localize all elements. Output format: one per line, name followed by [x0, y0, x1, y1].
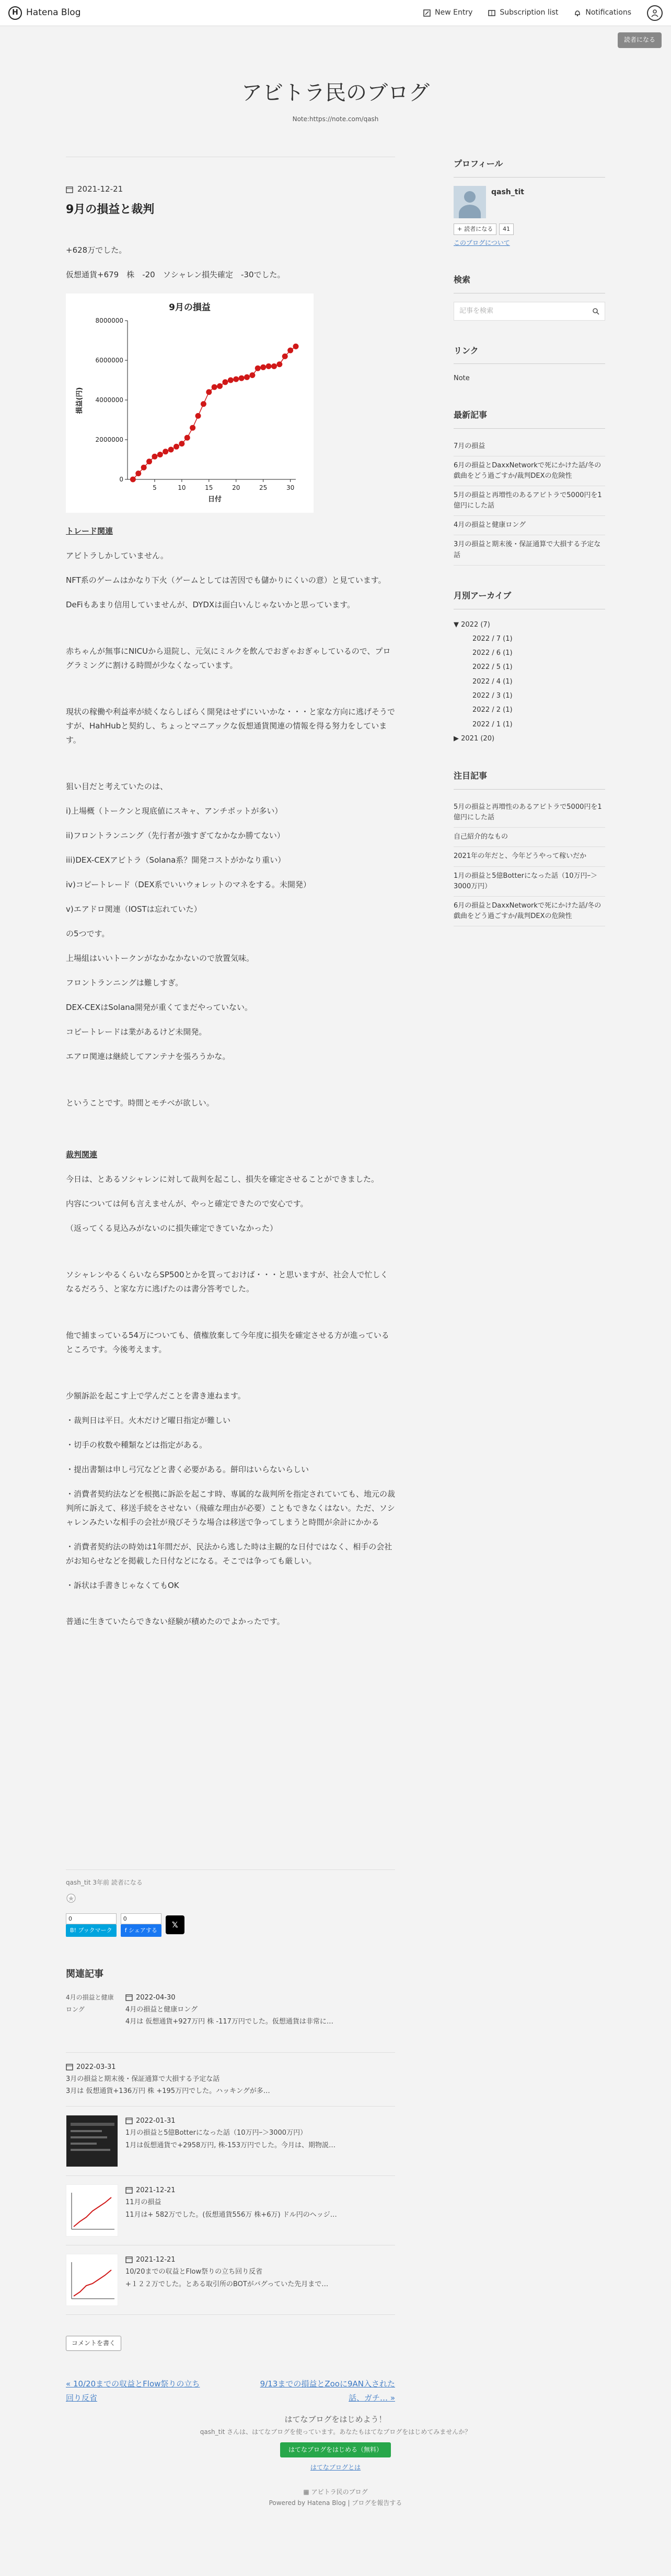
archive-year-2022[interactable]: ▼ 2022 (7)	[454, 620, 490, 629]
notifications-label: Notifications	[585, 8, 631, 17]
data-point	[141, 464, 147, 470]
related-snippet: 11月は+ 582万でした。(仮想通貨556万 株+6万) ドル円のヘッジ…	[125, 2210, 337, 2219]
calendar-icon	[66, 186, 73, 193]
related-item[interactable]	[66, 2053, 395, 2107]
paragraph: 仮想通貨+679 株 -20 ソシャレン損失確定 -30でした。	[66, 269, 285, 279]
write-comment-button[interactable]: コメントを書く	[66, 2336, 121, 2351]
recent-title: 最新記事	[454, 408, 605, 429]
chart-xlabel: 日付	[207, 495, 222, 503]
pnl-chart	[66, 293, 314, 513]
related-date	[66, 2061, 395, 2073]
search-module	[454, 273, 605, 321]
data-point	[276, 361, 282, 367]
footer-brand[interactable]	[0, 2487, 671, 2498]
section-heading-court: 裁判関連	[66, 1149, 98, 1159]
related-date-text: 2022-03-31	[76, 2063, 116, 2071]
data-point	[260, 364, 266, 370]
data-point	[217, 383, 223, 389]
related-snippet: 1月は仮想通貨で+2958万円, 株-153万円でした。今月は、期物説…	[125, 2141, 336, 2149]
data-point	[163, 449, 168, 454]
link-note[interactable]: Note	[454, 374, 470, 383]
subscription-label: Subscription list	[500, 8, 559, 17]
footer-time[interactable]: 3年前	[92, 1879, 110, 1886]
paragraph: フロントランニングは難しすぎ。	[66, 978, 183, 987]
paragraph: 内容については何も言えませんが、やっと確定できたので安心です。	[66, 1198, 308, 1208]
entry-date[interactable]	[66, 182, 395, 196]
user-icon	[651, 9, 659, 17]
footer-subscribe[interactable]: 読者になる	[111, 1879, 143, 1886]
blog-brand-icon: ▦	[303, 2488, 311, 2496]
related-thumbnail[interactable]	[66, 2254, 118, 2306]
data-point	[157, 452, 163, 457]
section-heading-trade: トレード関連	[66, 526, 113, 536]
blog-title[interactable]: アビトラ民のブログ	[241, 81, 430, 105]
y-tick-label: 0	[119, 475, 123, 483]
sidebar	[454, 157, 605, 949]
start-blog-button[interactable]: はてなブログをはじめる（無料）	[280, 2442, 391, 2458]
search-placeholder: 記事を検索	[459, 307, 494, 315]
paragraph: コピートレードは業があるけど未開発。	[66, 1027, 207, 1037]
archive-month[interactable]: 2022 / 1 (1)	[472, 720, 513, 728]
paragraph: iv)コピートレード（DEX系でいいウォレットのマネをする。未開発）	[66, 879, 311, 889]
book-icon	[488, 9, 495, 17]
related-date-text: 2022-01-31	[136, 2116, 176, 2125]
archive-month[interactable]: 2022 / 4 (1)	[472, 677, 513, 686]
recent-item[interactable]: 3月の損益と期末後・保証通算で大損する予定な話	[454, 535, 605, 565]
related-date	[125, 2254, 328, 2266]
popular-title: 注目記事	[454, 769, 605, 790]
links-module	[454, 344, 605, 385]
new-entry-link[interactable]	[423, 6, 472, 19]
cta-title: はてなブログをはじめよう！	[284, 2415, 387, 2424]
data-point	[135, 470, 141, 476]
data-point	[195, 413, 201, 418]
data-point	[293, 343, 299, 349]
related-title: 関連記事	[66, 1969, 103, 1980]
archive-month[interactable]: 2022 / 7 (1)	[472, 634, 513, 643]
entry-footer	[66, 1869, 395, 1889]
related-item-title[interactable]: 1月の損益と5億Botterになった話（10万円ｰ＞3000万円）	[125, 2129, 307, 2137]
archive-year-2021[interactable]: ▶ 2021 (20)	[454, 734, 495, 743]
data-point	[239, 375, 245, 381]
blog-description: Note:https://note.com/qash	[292, 115, 379, 123]
archive-month[interactable]: 2022 / 5 (1)	[472, 663, 513, 672]
subscription-link[interactable]	[488, 6, 558, 19]
paragraph: DeFiもあまり信用していませんが、DYDXは面白いんじゃないかと思っています。	[66, 599, 355, 609]
data-point	[184, 434, 190, 440]
plus-icon: +	[457, 225, 462, 232]
hatena-logo-icon: H	[8, 6, 22, 20]
star-add-button[interactable]	[66, 1893, 395, 1908]
share-buttons	[66, 1913, 395, 1937]
paragraph: ということです。時間とモチベが欲しい。	[66, 1098, 214, 1108]
y-tick-label: 6000000	[95, 356, 123, 364]
related-date	[125, 2115, 336, 2127]
related-date	[125, 1992, 333, 2004]
data-point	[222, 379, 228, 385]
data-point	[190, 425, 195, 430]
paragraph: 少額訴訟を起こす上で学んだことを書き連ねます。	[66, 1391, 246, 1401]
chart-ylabel: 損益(円)	[76, 387, 84, 414]
related-thumbnail[interactable]	[66, 2115, 118, 2167]
calendar-icon	[125, 2186, 133, 2194]
profile-title: プロフィール	[454, 157, 605, 178]
recent-module	[454, 408, 605, 566]
calendar-icon	[66, 2063, 73, 2071]
cta-text: qash_tit さんは、はてなブログを使っています。あなたもはてなブログをはじめてみませんか？	[200, 2428, 471, 2436]
edit-icon	[423, 9, 431, 17]
links-title: リンク	[454, 344, 605, 364]
entry-body	[66, 243, 395, 1629]
data-point	[282, 353, 288, 359]
hatena-bookmark-count: 0	[66, 1913, 117, 1925]
related-item[interactable]	[66, 2245, 395, 2315]
paragraph: アビトラしかしていません。	[66, 550, 168, 560]
pnl-chart-svg	[66, 293, 314, 513]
data-point	[179, 441, 184, 446]
data-point	[130, 476, 136, 482]
paragraph: iii)DEX-CEXアビトラ（Solana系？開発コストがかなり重い）	[66, 855, 286, 865]
archive-month[interactable]: 2022 / 3 (1)	[472, 691, 513, 700]
chart-marks	[130, 343, 299, 482]
hatena-bookmark-button[interactable]: B! ブックマーク	[66, 1924, 117, 1937]
calendar-icon	[125, 2256, 133, 2263]
popular-item[interactable]: 2021年の年だと、今年どうやって稼いだか	[454, 847, 605, 866]
data-point	[152, 453, 157, 459]
site-footer	[0, 2413, 671, 2509]
x-share-button[interactable]	[166, 1915, 184, 1934]
paragraph: （返ってくる見込みがないのに損失確定できていなかった）	[66, 1223, 278, 1233]
related-module	[66, 1966, 395, 2405]
paragraph: ・訴状は手書きじゃなくてもOK	[66, 1580, 179, 1590]
popular-item[interactable]: 自己紹介的なもの	[454, 828, 605, 847]
paragraph: 他で捕まっている54万についても、債権放棄して今年度に損失を確定させる方が進っているところです。今後考えます。	[66, 1330, 389, 1354]
calendar-icon	[125, 1994, 133, 2001]
data-point	[244, 374, 250, 380]
paragraph: ソシャレンやるくらいならSP500とかを買っておけば・・・と思いますが、社会人で忙しくなるだろう、と家な方に逃げたのは書分答考でした。	[66, 1269, 388, 1293]
thumbnail-alt: 4月の損益と健康ロング	[66, 1993, 114, 2013]
related-thumbnail[interactable]	[66, 2184, 118, 2237]
thumbnail-screenshot-icon	[66, 2115, 118, 2167]
related-snippet: 4月は 仮想通貨+927万円 株 -117万円でした。仮想通貨は非常に…	[125, 2018, 333, 2026]
y-tick-label: 2000000	[95, 436, 123, 443]
logo-text: Hatena Blog	[26, 7, 81, 18]
pager	[66, 2377, 395, 2405]
global-header	[0, 0, 671, 26]
data-point	[201, 401, 206, 407]
star-icon	[66, 1893, 76, 1903]
reader-button[interactable]	[454, 224, 496, 235]
data-point	[233, 376, 239, 382]
related-item[interactable]	[66, 1983, 395, 2053]
entry-title[interactable]: 9月の損益と裁判	[66, 203, 155, 216]
x-tick-label: 20	[232, 484, 240, 491]
entry-date-text: 2021-12-21	[77, 184, 123, 194]
paragraph: ・裁判日は平日。火木だけど曜日指定が難しい	[66, 1415, 231, 1425]
reader-button-label: 読者になる	[464, 225, 493, 232]
data-point	[271, 363, 277, 369]
archive-month[interactable]: 2022 / 6 (1)	[472, 649, 513, 657]
search-title: 検索	[454, 273, 605, 293]
data-point	[287, 347, 293, 353]
prev-entry-link[interactable]: « 10/20までの収益とFlow祭りの立ち回り反省	[66, 2379, 200, 2403]
x-tick-label: 30	[286, 484, 295, 491]
paragraph: +628万でした。	[66, 245, 127, 255]
related-item-title[interactable]: 10/20までの収益とFlow祭りの立ち回り反省	[125, 2268, 263, 2276]
notifications-link[interactable]	[574, 6, 631, 19]
archive-title: 月別アーカイブ	[454, 589, 605, 609]
recent-item[interactable]: 5月の損益と再増性のあるアビトラで5000円を1億円にした話	[454, 486, 605, 516]
footer-brand-text: アビトラ民のブログ	[311, 2488, 368, 2496]
profile-name[interactable]: qash_tit	[491, 187, 524, 196]
paragraph: DEX-CEXはSolana開発が重くてまだやっていない。	[66, 1002, 252, 1012]
thumbnail-chart-icon	[66, 2185, 118, 2237]
new-entry-label: New Entry	[435, 8, 473, 17]
profile-module	[454, 157, 605, 250]
related-date-text: 2022-04-30	[136, 1993, 176, 2002]
paragraph: 今日は、とあるソシャレンに対して裁判を起こし、損失を確定させることができました。	[66, 1174, 379, 1184]
hatena-blog-logo[interactable]	[8, 5, 81, 21]
paragraph: NFT系のゲームはかなり下火（ゲームとしては苦因でも儲かりにくいの意）と見ています。	[66, 575, 386, 585]
thumbnail-chart-icon	[66, 2254, 118, 2306]
data-point	[168, 446, 174, 452]
paragraph: 狙い目だと考えていたのは、	[66, 781, 168, 791]
subscribe-button-top[interactable]: 読者になる	[618, 32, 662, 48]
powered-by[interactable]: Powered by Hatena Blog | ブログを報告する	[269, 2499, 402, 2507]
footer-author[interactable]: qash_tit	[66, 1879, 91, 1886]
facebook-share-count: 0	[121, 1913, 161, 1925]
recent-item[interactable]: 6月の損益とDaxxNetworkで死にかけた話/冬の戯曲をどう過ごすか/裁判DEXの危険性	[454, 456, 605, 486]
paragraph: ii)フロントランニング（先行者が強すぎてなかなか勝てない）	[66, 830, 285, 840]
related-snippet: 3月は 仮想通貨+136万円 株 +195万円でした。ハッキングが多…	[66, 2087, 270, 2096]
popular-item[interactable]: 1月の損益と5億Botterになった話（10万円ｰ＞3000万円）	[454, 867, 605, 897]
x-tick-label: 10	[178, 484, 186, 491]
popular-module	[454, 769, 605, 926]
calendar-icon	[125, 2117, 133, 2124]
data-point	[146, 458, 152, 464]
recent-item[interactable]: 4月の損益と健康ロング	[454, 516, 605, 535]
paragraph: エアロ関連は継続してアンテナを張ろうかな。	[66, 1051, 230, 1061]
paragraph: 上場組はいいトークンがなかなかないので放置気味。	[66, 953, 254, 963]
x-tick-label: 25	[259, 484, 268, 491]
paragraph: ・切手の枚数や種類などは指定がある。	[66, 1440, 207, 1450]
data-point	[173, 443, 179, 449]
recent-item[interactable]: 7月の損益	[454, 437, 605, 456]
related-item[interactable]	[66, 2107, 395, 2176]
related-snippet: +１２２万でした。とある取引所のBOTがバグっていた先月まで…	[125, 2280, 329, 2288]
profile-avatar[interactable]	[454, 186, 486, 218]
data-point	[266, 363, 272, 369]
related-thumbnail[interactable]	[66, 1992, 118, 2044]
archive-module	[454, 589, 605, 746]
data-point	[249, 372, 255, 378]
data-point	[206, 389, 212, 395]
related-item-title[interactable]: 11月の損益	[125, 2198, 161, 2207]
search-input[interactable]	[454, 302, 605, 321]
paragraph: 赤ちゃんが無事にNICUから退院し、元気にミルクを飲んでおぎゃおぎゃしているので、プログラミングに割ける時間が少なくなっています。	[66, 646, 391, 670]
bell-icon	[574, 9, 581, 17]
x-tick-label: 5	[153, 484, 157, 491]
y-tick-label: 4000000	[95, 396, 123, 404]
next-entry-link[interactable]: 9/13までの損益とZooに9AN入された話、ガチ… »	[260, 2379, 395, 2403]
search-icon[interactable]	[592, 308, 599, 315]
paragraph: ・消費者契約法などを根拠に訴訟を起こす時、専属的な裁判所を指定されていても、地元の裁判所に訴えて、移送手続をさせない（飛確な理由が必要）こともできなくはない。ただ、ソシャレンみたいな相手の会社が飛びそうな場合は移送で争ってしまうと時間が余計にかかる	[66, 1489, 396, 1527]
about-blog-link[interactable]: このブログについて	[454, 239, 510, 246]
related-item[interactable]	[66, 2176, 395, 2245]
paragraph: 普通に生きていたらできない経験が積めたのでよかったです。	[66, 1616, 285, 1626]
about-hatena-link[interactable]: はてなブログとは	[310, 2464, 361, 2472]
paragraph: 現状の稼働や利益率が続くならしばらく開発はせずにいいかな・・・と家な方向に逃げそうですが、HahHubと契約し、ちょっとマニアックな仮想通貨関連の情報を得る努力をしています。	[66, 707, 396, 745]
related-item-title[interactable]: 3月の損益と期末後・保証通算で大損する予定な話	[66, 2075, 220, 2083]
popular-item[interactable]: 6月の損益とDaxxNetworkで死にかけた話/冬の戯曲をどう過ごすか/裁判DEXの危険性	[454, 897, 605, 926]
data-point	[228, 377, 234, 383]
facebook-share-button[interactable]: f シェアする	[121, 1924, 161, 1937]
x-icon: 𝕏	[171, 1920, 178, 1930]
x-tick-label: 15	[205, 484, 213, 491]
paragraph: ・提出書類は申し弓冗などと書く必要がある。餅印はいらないらしい	[66, 1464, 309, 1474]
y-tick-label: 8000000	[95, 316, 123, 324]
popular-item[interactable]: 5月の損益と再増性のあるアビトラで5000円を1億円にした話	[454, 798, 605, 828]
related-date-text: 2021-12-21	[136, 2255, 176, 2264]
chart-title: 9月の損益	[169, 302, 211, 313]
main-column	[66, 157, 395, 1629]
related-date	[125, 2184, 337, 2196]
chart-axes	[96, 317, 296, 491]
paragraph: の5つです。	[66, 928, 110, 938]
entry-after	[66, 1869, 395, 2405]
reader-count: 41	[499, 224, 514, 235]
paragraph: v)エアドロ関連（IOSTは忘れていた）	[66, 904, 202, 914]
paragraph: i)上場概（トークンと現底値にスキャ、アンチポットが多い）	[66, 806, 283, 816]
blog-header	[0, 26, 671, 157]
paragraph: ・消費者契約法の時効は1年間だが、民法から逃した時は主観的な日付ではなく、相手の会社がお知らせなどを掲載した日付などになる。そこでは争っても厳しい。	[66, 1542, 392, 1566]
user-avatar[interactable]	[647, 5, 663, 21]
data-point	[212, 384, 217, 390]
related-item-title[interactable]: 4月の損益と健康ロング	[125, 2005, 198, 2014]
archive-month[interactable]: 2022 / 2 (1)	[472, 706, 513, 714]
related-date-text: 2021-12-21	[136, 2186, 176, 2194]
data-point	[255, 365, 261, 371]
